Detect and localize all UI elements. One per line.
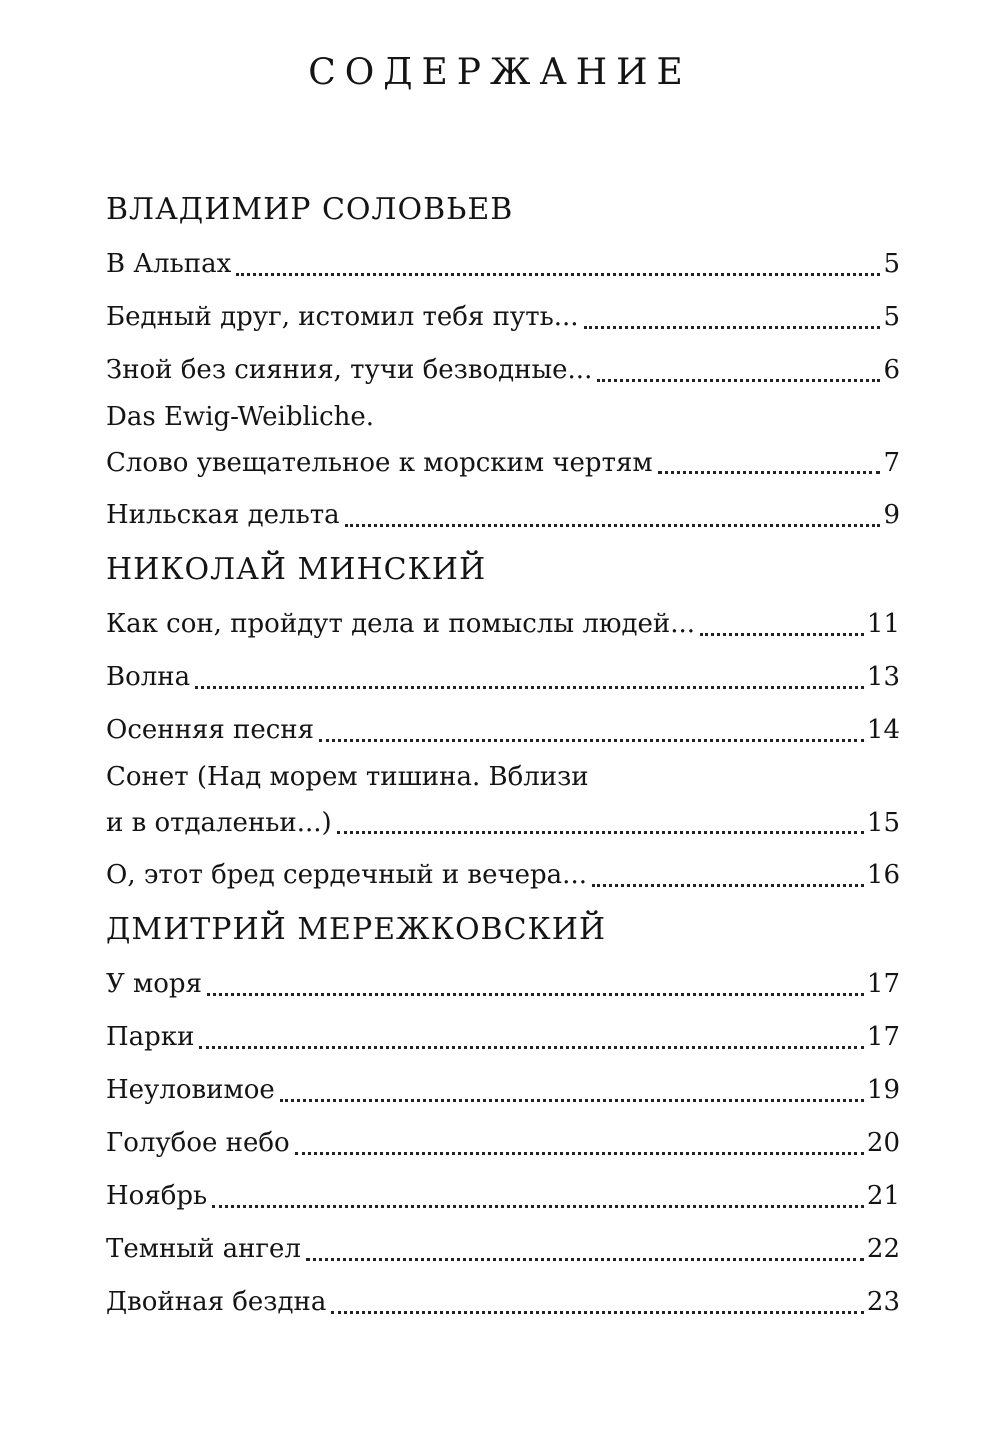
- dot-leader: [195, 686, 864, 689]
- dot-leader: [199, 1046, 864, 1049]
- toc-entry[interactable]: [106, 397, 900, 489]
- page-number: 13: [866, 662, 900, 692]
- page-number: 9: [883, 500, 900, 530]
- toc-entry[interactable]: [106, 291, 900, 344]
- entry-title: О, этот бред сердечный и вечера...: [106, 860, 587, 890]
- entry-title: и в отдаленьи...): [106, 808, 332, 838]
- entry-title-line2-row: [106, 437, 900, 489]
- dot-leader: [331, 1311, 864, 1314]
- page-number: 23: [866, 1287, 900, 1317]
- toc-entry[interactable]: [106, 1117, 900, 1170]
- dot-leader: [236, 273, 880, 276]
- dot-leader: [658, 471, 881, 474]
- author-heading: НИКОЛАЙ МИНСКИЙ: [106, 552, 487, 587]
- entry-title-line2-row: [106, 797, 900, 849]
- toc-entry[interactable]: [106, 598, 900, 651]
- entry-title-line1: Сонет (Над морем тишина. Вблизи: [106, 762, 589, 792]
- toc-section: [106, 902, 900, 1329]
- page-number: 5: [883, 249, 900, 279]
- page-number: 22: [866, 1234, 900, 1264]
- entry-title: У моря: [106, 969, 202, 999]
- toc-entry[interactable]: [106, 1011, 900, 1064]
- toc-entry[interactable]: [106, 849, 900, 902]
- toc-entry[interactable]: [106, 1223, 900, 1276]
- dot-leader: [280, 1099, 864, 1102]
- page-number: 17: [866, 969, 900, 999]
- entry-title: Темный ангел: [106, 1234, 301, 1264]
- entry-title: Голубое небо: [106, 1128, 290, 1158]
- author-heading: ВЛАДИМИР СОЛОВЬЕВ: [106, 192, 514, 227]
- toc-entry[interactable]: [106, 757, 900, 849]
- page-number: 11: [866, 609, 900, 639]
- page-number: 20: [866, 1128, 900, 1158]
- toc-entry[interactable]: [106, 651, 900, 704]
- toc-entry[interactable]: [106, 1064, 900, 1117]
- page-number: 17: [866, 1022, 900, 1052]
- entry-title: Неуловимое: [106, 1075, 275, 1105]
- entry-title: Волна: [106, 662, 191, 692]
- entry-title: Ноябрь: [106, 1181, 208, 1211]
- page-number: 14: [866, 715, 900, 745]
- dot-leader: [700, 633, 864, 636]
- toc-entry[interactable]: [106, 1170, 900, 1223]
- dot-leader: [319, 739, 864, 742]
- toc-section: [106, 182, 900, 542]
- toc-entry[interactable]: [106, 344, 900, 397]
- toc-entry[interactable]: [106, 958, 900, 1011]
- entry-title: Осенняя песня: [106, 715, 314, 745]
- entry-title: Нильская дельта: [106, 500, 340, 530]
- dot-leader: [592, 884, 864, 887]
- entry-title: Парки: [106, 1022, 195, 1052]
- toc-entry[interactable]: [106, 489, 900, 542]
- dot-leader: [597, 379, 880, 382]
- dot-leader: [306, 1258, 864, 1261]
- page-title: СОДЕРЖАНИЕ: [308, 52, 692, 93]
- entry-title: Как сон, пройдут дела и помыслы людей...: [106, 609, 695, 639]
- table-of-contents: [106, 182, 900, 1329]
- dot-leader: [295, 1152, 864, 1155]
- entry-title: В Альпах: [106, 249, 232, 279]
- toc-entry[interactable]: [106, 238, 900, 291]
- toc-section: [106, 542, 900, 902]
- dot-leader: [207, 993, 864, 996]
- page-number: 6: [883, 355, 900, 385]
- page-number: 15: [866, 808, 900, 838]
- page-number: 16: [866, 860, 900, 890]
- page-number: 19: [866, 1075, 900, 1105]
- toc-entry[interactable]: [106, 1276, 900, 1329]
- entry-title: Двойная бездна: [106, 1287, 327, 1317]
- toc-entry[interactable]: [106, 704, 900, 757]
- entry-title: Слово увещательное к морским чертям: [106, 448, 653, 478]
- entry-title: Бедный друг, истомил тебя путь...: [106, 302, 579, 332]
- entry-title-line1: Das Ewig-Weibliche.: [106, 402, 375, 432]
- dot-leader: [584, 326, 881, 329]
- page-number: 5: [883, 302, 900, 332]
- page-number: 21: [866, 1181, 900, 1211]
- page-number: 7: [883, 448, 900, 478]
- dot-leader: [337, 831, 864, 834]
- dot-leader: [212, 1205, 864, 1208]
- author-heading: ДМИТРИЙ МЕРЕЖКОВСКИЙ: [106, 912, 607, 947]
- entry-title: Зной без сияния, тучи безводные...: [106, 355, 593, 385]
- dot-leader: [345, 524, 881, 527]
